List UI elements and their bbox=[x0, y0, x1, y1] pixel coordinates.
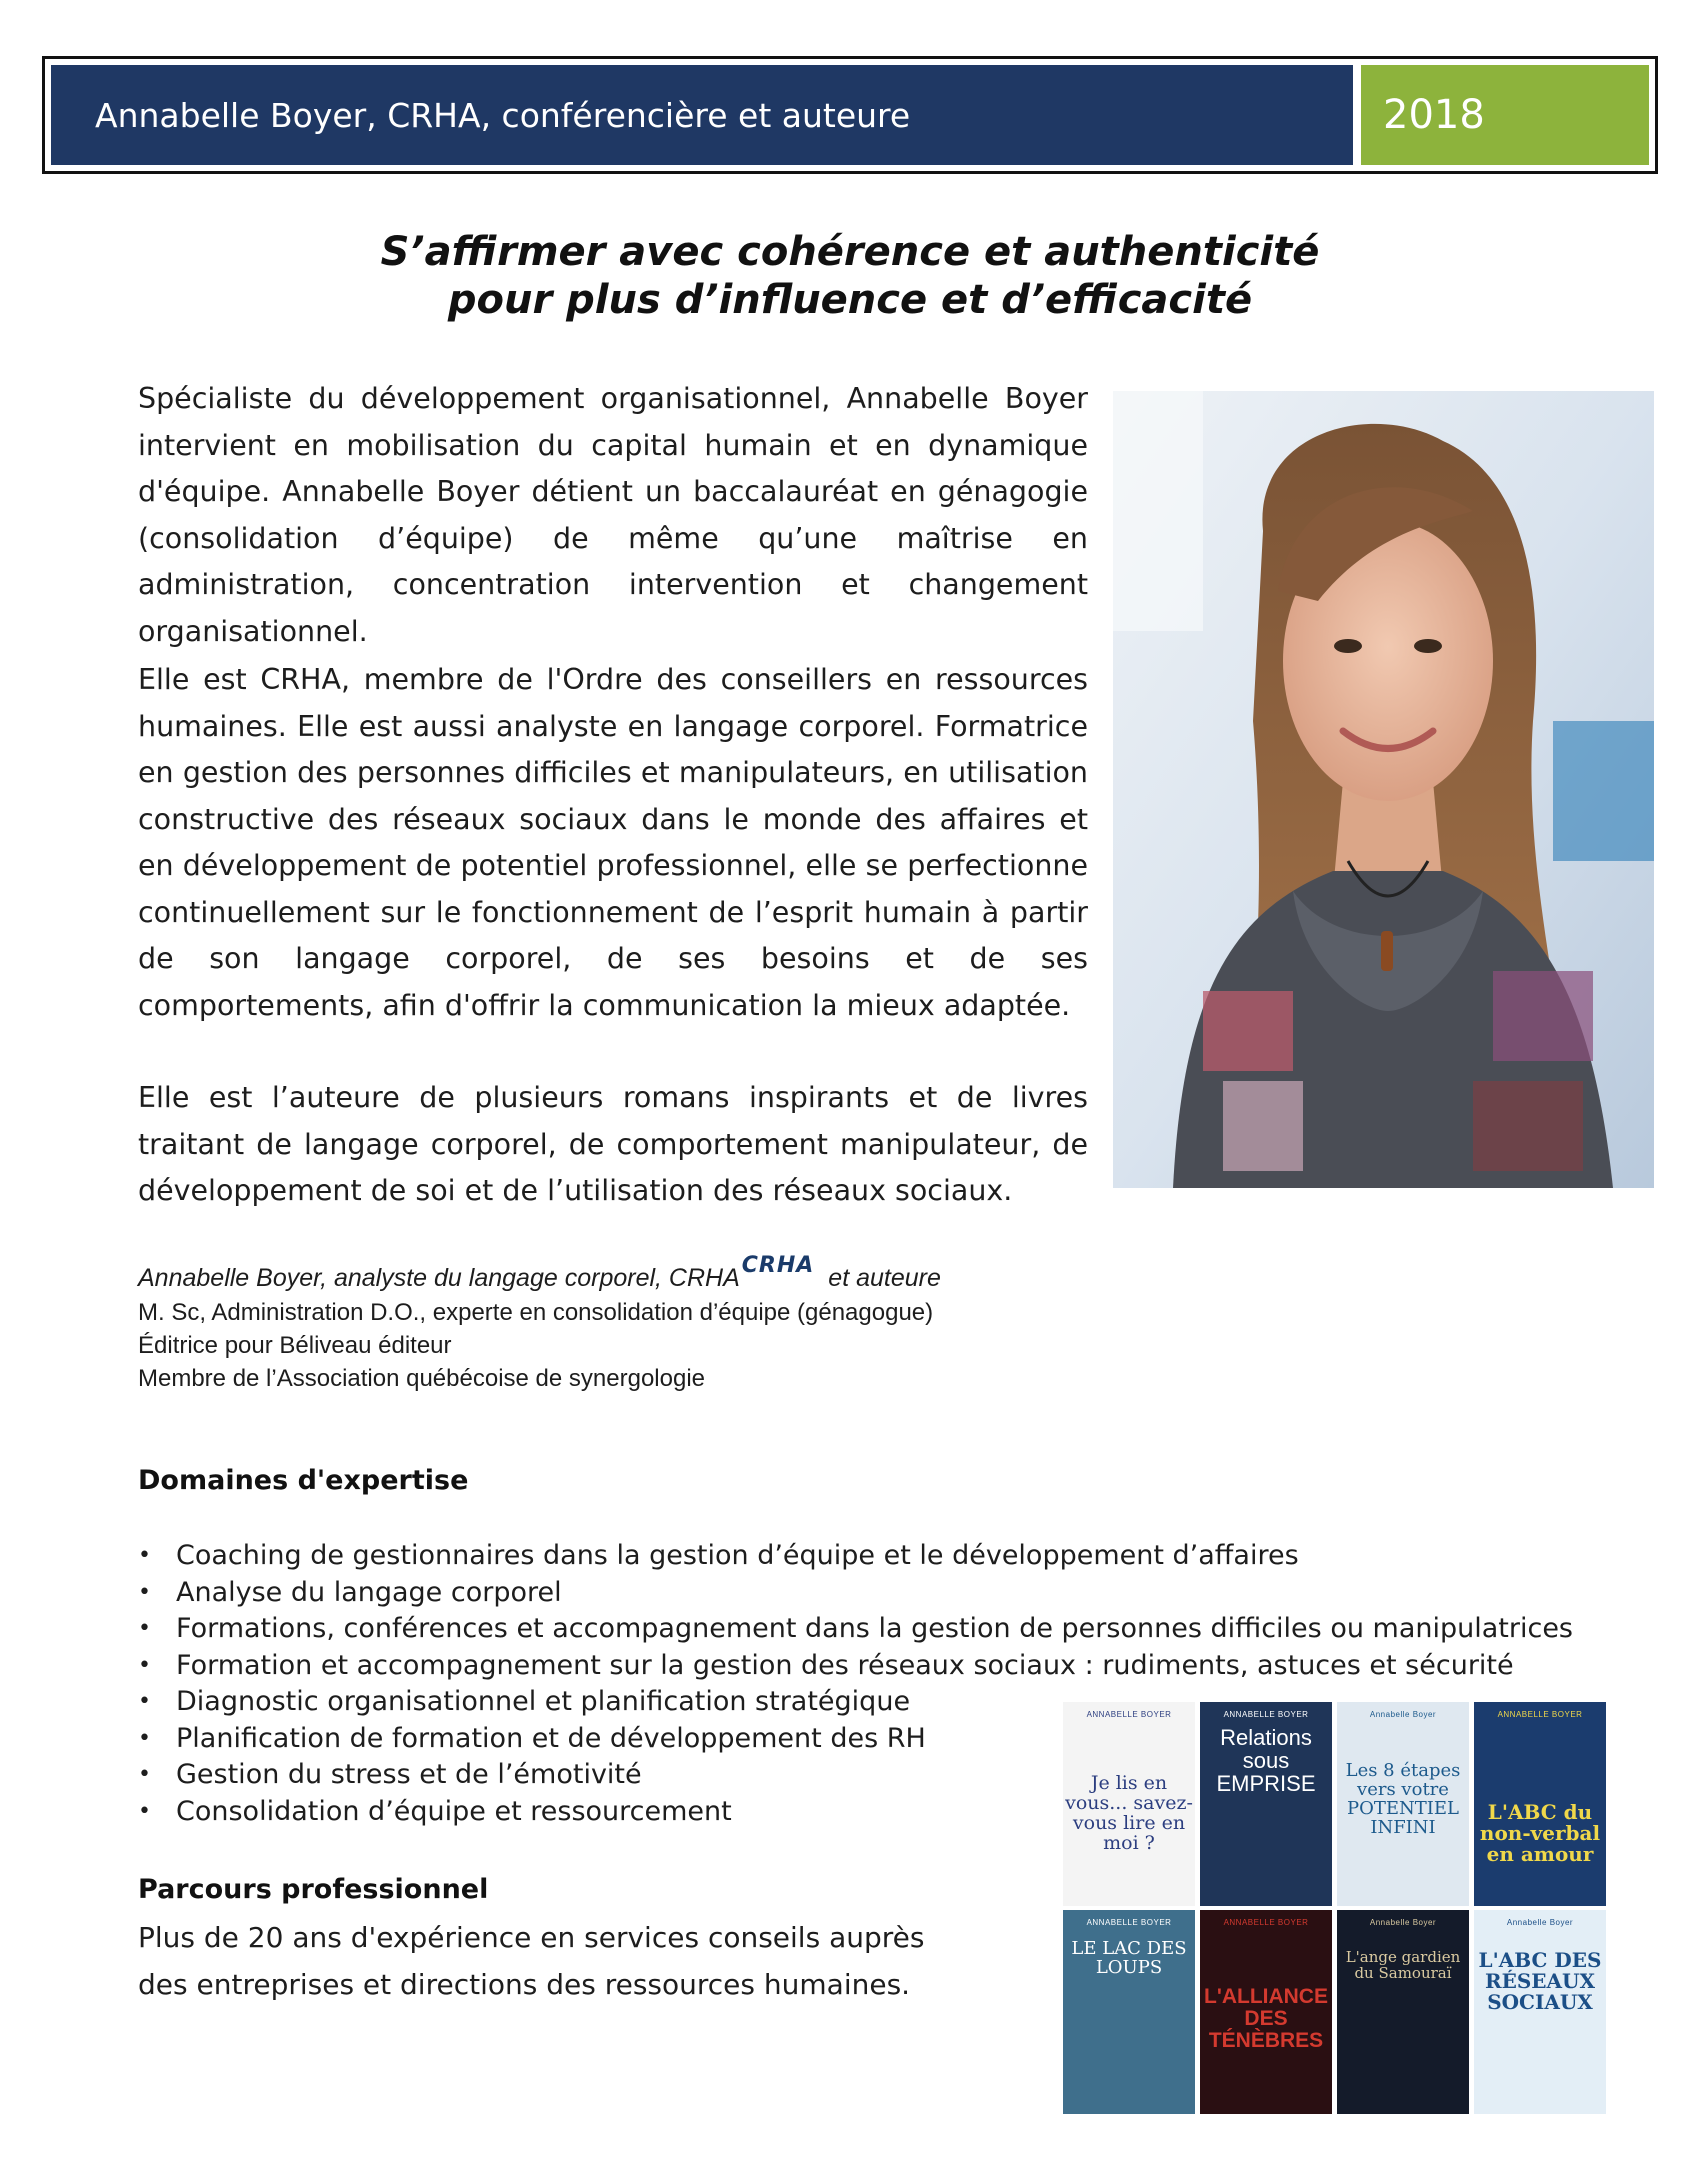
book-title: L'ALLIANCE DES TÉNÈBRES bbox=[1204, 1985, 1328, 2053]
book-cover bbox=[1063, 1702, 1195, 1906]
book-cover bbox=[1063, 1910, 1195, 2114]
book-cover bbox=[1474, 1910, 1606, 2114]
list-item: • Diagnostic organisationnel et planification stratégique bbox=[138, 1684, 1573, 1721]
signature-suffix: et auteure bbox=[828, 1264, 941, 1292]
parcours-heading: Parcours professionnel bbox=[138, 1874, 489, 1905]
list-item: • Consolidation d’équipe et ressourcement bbox=[138, 1794, 1573, 1831]
expertise-heading: Domaines d'expertise bbox=[138, 1465, 469, 1496]
bullet-icon: • bbox=[138, 1725, 151, 1751]
signature-name-title: Annabelle Boyer, analyste du langage corporel, CRHA bbox=[138, 1264, 740, 1292]
signature-line-2: M. Sc, Administration D.O., experte en consolidation d’équipe (génagogue) bbox=[138, 1299, 934, 1326]
bullet-icon: • bbox=[138, 1652, 151, 1678]
header-name: Annabelle Boyer, CRHA, conférencière et auteure bbox=[95, 95, 911, 135]
bullet-icon: • bbox=[138, 1543, 151, 1568]
bio-paragraph-1: Spécialiste du développement organisationnel, Annabelle Boyer intervient en mobilisation du capital humain et en dynamique d'équipe. Annabelle Boyer détient un baccalauréat en génagogie (consolidation d’équipe) de même qu’une maîtrise en administration, concentration intervention et changement organisationnel. bbox=[138, 382, 1088, 648]
signature-line-3: Éditrice pour Béliveau éditeur bbox=[138, 1332, 452, 1359]
list-item: • Formations, conférences et accompagnement dans la gestion de personnes difficiles ou manipulatrices bbox=[138, 1611, 1573, 1648]
bio-paragraph-3: Elle est l’auteure de plusieurs romans inspirants et de livres traitant de langage corporel, de comportement manipulateur, de développement de soi et de l’utilisation des réseaux sociaux. bbox=[138, 1081, 1088, 1207]
book-author: Annabelle Boyer bbox=[1506, 1918, 1574, 1927]
list-item: • Formation et accompagnement sur la gestion des réseaux sociaux : rudiments, astuces et sécurité bbox=[138, 1648, 1573, 1685]
book-author: ANNABELLE BOYER bbox=[1223, 1710, 1309, 1719]
crha-logo: CRHA bbox=[741, 1253, 815, 1278]
book-title: L'ABC DES RÉSEAUX SOCIAUX bbox=[1478, 1948, 1602, 2014]
bullet-icon: • bbox=[138, 1579, 151, 1605]
page-title bbox=[0, 228, 1700, 324]
book-author: ANNABELLE BOYER bbox=[1497, 1710, 1583, 1719]
book-cover bbox=[1337, 1702, 1469, 1906]
parcours-text: Plus de 20 ans d'expérience en services conseils auprès des entreprises et directions des ressources humaines. bbox=[138, 1921, 925, 2001]
portrait-illustration bbox=[1113, 391, 1654, 1188]
book-author: Annabelle Boyer bbox=[1369, 1918, 1437, 1927]
book-title: LE LAC DES LOUPS bbox=[1071, 1938, 1187, 1978]
book-title: Relations sous EMPRISE bbox=[1216, 1725, 1316, 1797]
bullet-icon: • bbox=[138, 1689, 151, 1714]
bullet-icon: • bbox=[138, 1616, 151, 1641]
book-title: Je lis en vous... savez-vous lire en moi ? bbox=[1065, 1772, 1193, 1854]
portrait-photo bbox=[1113, 391, 1654, 1188]
bullet-icon: • bbox=[138, 1762, 151, 1787]
signature-line-1 bbox=[138, 1253, 941, 1296]
book-title: L'ABC du non-verbal en amour bbox=[1479, 1800, 1601, 1866]
bio-paragraph-2: Elle est CRHA, membre de l'Ordre des conseillers en ressources humaines. Elle est aussi analyste en langage corporel. Formatrice en gestion des personnes difficiles et manipulateurs, en utilisation constructive des réseaux sociaux dans le monde des affaires et en développement de potentiel professionnel, elle se perfectionne continuellement sur le fonctionnement de l’esprit humain à partir de son langage corporel, de ses besoins et de ses comportements, afin d'offrir la communication la mieux adaptée. bbox=[138, 663, 1088, 1022]
book-cover bbox=[1200, 1910, 1332, 2114]
book-author: ANNABELLE BOYER bbox=[1223, 1918, 1309, 1927]
book-author: ANNABELLE BOYER bbox=[1086, 1918, 1172, 1927]
book-title: L'ange gardien du Samouraï bbox=[1345, 1948, 1461, 1982]
header-year: 2018 bbox=[1383, 92, 1485, 138]
title-line-2: pour plus d’influence et d’efficacité bbox=[447, 277, 1253, 323]
bullet-icon: • bbox=[138, 1798, 151, 1824]
signature-block bbox=[138, 1253, 941, 1395]
book-author: Annabelle Boyer bbox=[1369, 1710, 1437, 1719]
title-line-1: S’affirmer avec cohérence et authenticité bbox=[380, 229, 1320, 275]
signature-line-4: Membre de l’Association québécoise de synergologie bbox=[138, 1365, 705, 1392]
book-cover bbox=[1200, 1702, 1332, 1906]
list-item: • Analyse du langage corporel bbox=[138, 1575, 1573, 1612]
header-year-panel bbox=[1361, 65, 1649, 165]
book-author: ANNABELLE BOYER bbox=[1086, 1710, 1172, 1719]
header-name-panel bbox=[51, 65, 1353, 165]
list-item: • Gestion du stress et de l’émotivité bbox=[138, 1757, 1573, 1794]
header-banner bbox=[42, 56, 1658, 174]
list-item: • Coaching de gestionnaires dans la gestion d’équipe et le développement d’affaires bbox=[138, 1538, 1573, 1575]
book-title: Les 8 étapes vers votre POTENTIEL INFINI bbox=[1345, 1760, 1461, 1838]
list-item: • Planification de formation et de développement des RH bbox=[138, 1721, 1573, 1758]
book-cover bbox=[1337, 1910, 1469, 2114]
book-cover bbox=[1474, 1702, 1606, 1906]
book-covers-grid bbox=[1063, 1702, 1623, 2118]
